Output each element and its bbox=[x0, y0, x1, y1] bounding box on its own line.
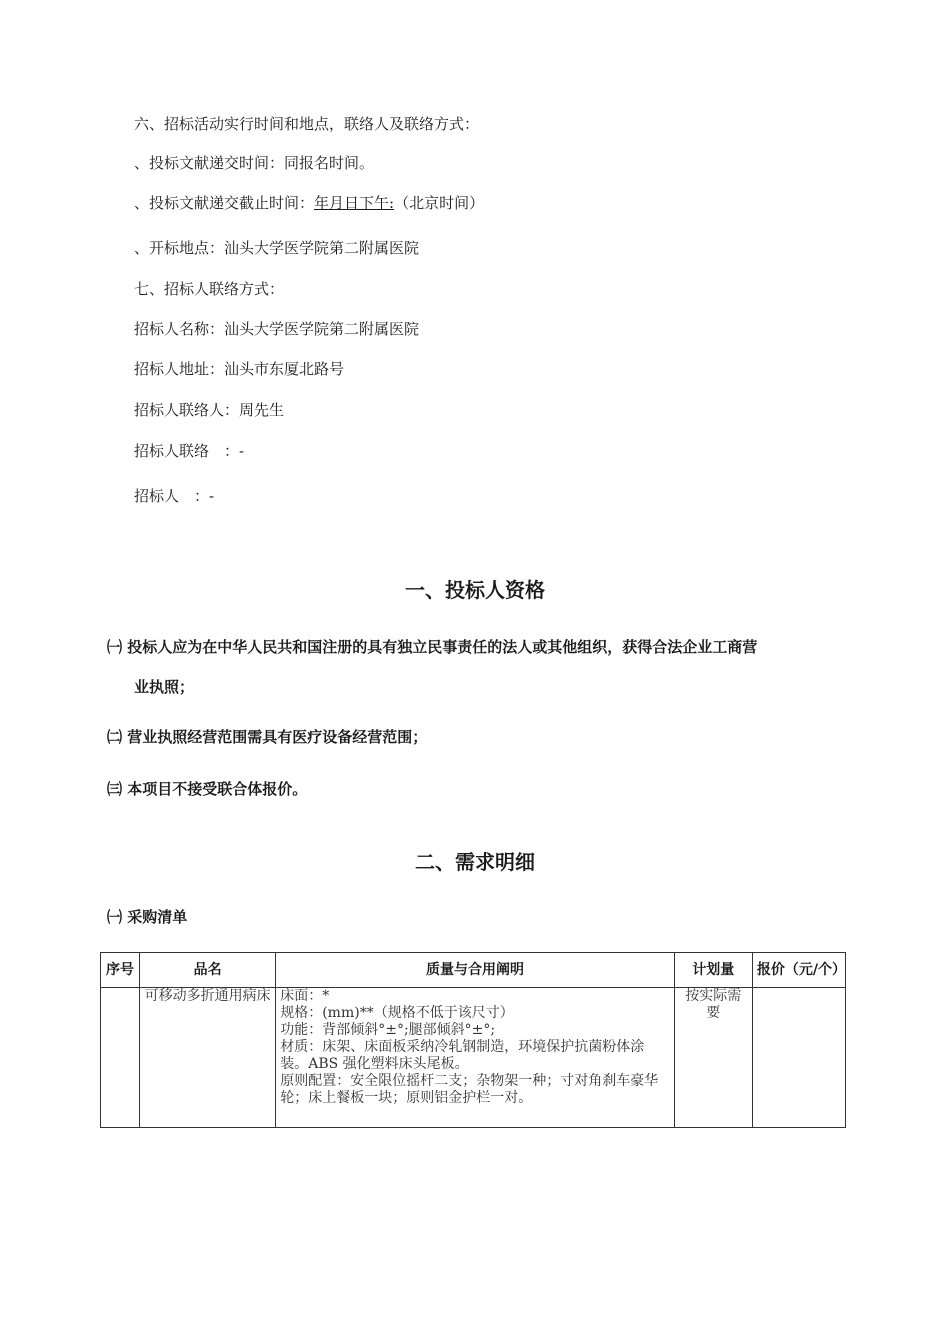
deadline-prefix: 、投标文献递交截止时间： bbox=[134, 194, 315, 212]
desc-spec: 规格：(mm)**（规格不低于该尺寸） bbox=[280, 1005, 514, 1021]
tenderer-contact: 招标人联络人：周先生 bbox=[134, 401, 285, 419]
submit-time-line: 、投标文献递交时间：同报名时间。 bbox=[134, 154, 375, 172]
header-no: 序号 bbox=[101, 953, 140, 988]
cell-name: 可移动多折通用病床 bbox=[140, 988, 276, 1128]
header-price: 报价（元/个） bbox=[752, 953, 845, 988]
deadline-date: 年月日下午: bbox=[314, 194, 395, 212]
qualification-item-1: ㈠ 投标人应为在中华人民共和国注册的具有独立民事责任的法人或其他组织，获得合法企业工商营 bbox=[107, 638, 758, 656]
header-name: 品名 bbox=[140, 953, 276, 988]
deadline-suffix: （北京时间） bbox=[394, 194, 485, 212]
table-header-row bbox=[101, 953, 846, 988]
desc-config: 原则配置：安全限位摇杆二支；杂物架一种；寸对角刹车豪华轮；床上餐板一块；原则铝金护栏一对。 bbox=[280, 1073, 659, 1106]
desc-surface: 床面：* bbox=[280, 988, 330, 1004]
procurement-list-title: ㈠ 采购清单 bbox=[107, 908, 188, 926]
procurement-table bbox=[100, 952, 846, 1128]
header-qty: 计划量 bbox=[674, 953, 752, 988]
desc-material: 材质：床架、床面板采纳冷轧钢制造，环境保护抗菌粉体涂装。ABS 强化塑料床头尾板。 bbox=[280, 1039, 645, 1072]
cell-desc bbox=[276, 988, 675, 1128]
qualification-item-1-cont: 业执照； bbox=[134, 678, 195, 696]
tenderer-address: 招标人地址：汕头市东厦北路号 bbox=[134, 360, 345, 378]
qualification-heading: 一、投标人资格 bbox=[405, 578, 545, 602]
requirements-heading: 二、需求明细 bbox=[415, 850, 535, 874]
qualification-item-2: ㈡ 营业执照经营范围需具有医疗设备经营范围； bbox=[107, 728, 428, 746]
cell-qty: 按实际需要 bbox=[674, 988, 752, 1128]
header-desc: 质量与合用阐明 bbox=[276, 953, 675, 988]
desc-function: 功能：背部倾斜°±°;腿部倾斜°±°; bbox=[280, 1022, 496, 1038]
section6-title: 六、招标活动实行时间和地点，联络人及联络方式： bbox=[134, 115, 480, 133]
cell-price bbox=[752, 988, 845, 1128]
table-row bbox=[101, 988, 846, 1128]
opening-location-line: 、开标地点：汕头大学医学院第二附属医院 bbox=[134, 239, 420, 257]
deadline-line bbox=[134, 193, 484, 213]
cell-no bbox=[101, 988, 140, 1128]
qualification-item-3: ㈢ 本项目不接受联合体报价。 bbox=[107, 780, 308, 798]
section7-title: 七、招标人联络方式： bbox=[134, 280, 285, 298]
tenderer-phone: 招标人联络 ：- bbox=[134, 442, 245, 460]
tenderer-fax: 招标人 ：- bbox=[134, 487, 215, 505]
tenderer-name: 招标人名称：汕头大学医学院第二附属医院 bbox=[134, 320, 420, 338]
